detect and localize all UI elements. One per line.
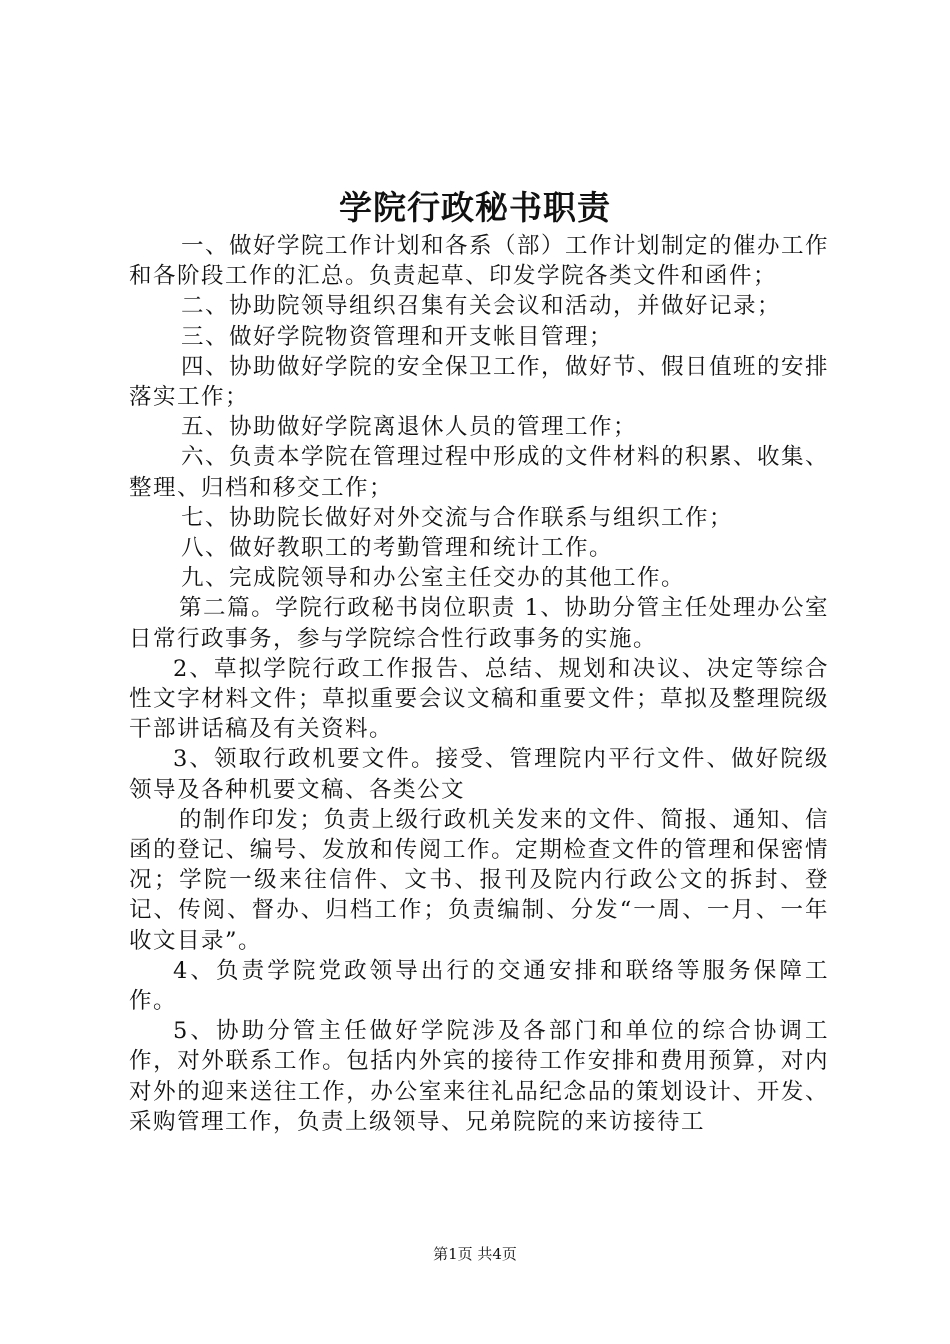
page-footer: 第1页 共4页 (433, 1245, 517, 1263)
paragraph-6: 六、负责本学院在管理过程中形成的文件材料的积累、收集、整理、归档和移交工作； (129, 444, 830, 501)
paragraph-7: 七、协助院长做好对外交流与合作联系与组织工作； (181, 504, 734, 531)
paragraph-4: 四、协助做好学院的安全保卫工作，做好节、假日值班的安排落实工作； (129, 353, 830, 411)
paragraph-2: 二、协助院领导组织召集有关会议和活动，并做好记录； (181, 293, 782, 320)
paragraph-13: 的制作印发；负责上级行政机关发来的文件、简报、通知、信函的登记、编号、发放和传阅工作。定期检查文件的管理和保密情况；学院一级来往信件、文书、报刊及院内行政公文的拆封、登记、传阅、督办、归档工作；负责编制、分发“一周、一月、一年收文目录”。 (129, 806, 829, 954)
paragraph-11: 2、草拟学院行政工作报告、总结、规划和决议、决定等综合性文字材料文件；草拟重要会议文稿和重要文件；草拟及整理院级干部讲话稿及有关资料。 (129, 655, 829, 743)
paragraph-12: 3、领取行政机要文件。接受、管理院内平行文件、做好院级领导及各种机要文稿、各类公文 (129, 746, 829, 803)
paragraph-8: 八、做好教职工的考勤管理和统计工作。 (181, 535, 614, 562)
paragraph-14: 4、负责学院党政领导出行的交通安排和联络等服务保障工作。 (129, 957, 829, 1015)
document-title: 学院行政秘书职责 (339, 188, 611, 227)
paragraph-10: 第二篇。学院行政秘书岗位职责 1、协助分管主任处理办公室日常行政事务，参与学院综合性行政事务的实施。 (129, 595, 829, 652)
paragraph-5: 五、协助做好学院离退休人员的管理工作； (181, 414, 638, 441)
document-body (129, 231, 829, 1137)
paragraph-15: 5、协助分管主任做好学院涉及各部门和单位的综合协调工作，对外联系工作。包括内外宾的接待工作安排和费用预算，对内对外的迎来送往工作，办公室来往礼品纪念品的策划设计、开发、采购管理工作，负责上级领导、兄弟院院的来访接待工 (129, 1018, 829, 1135)
paragraph-3: 三、做好学院物资管理和开支帐目管理； (181, 323, 614, 350)
paragraph-1: 一、做好学院工作计划和各系（部）工作计划制定的催办工作和各阶段工作的汇总。负责起草、印发学院各类文件和函件； (129, 233, 830, 290)
paragraph-9: 九、完成院领导和办公室主任交办的其他工作。 (181, 565, 686, 592)
